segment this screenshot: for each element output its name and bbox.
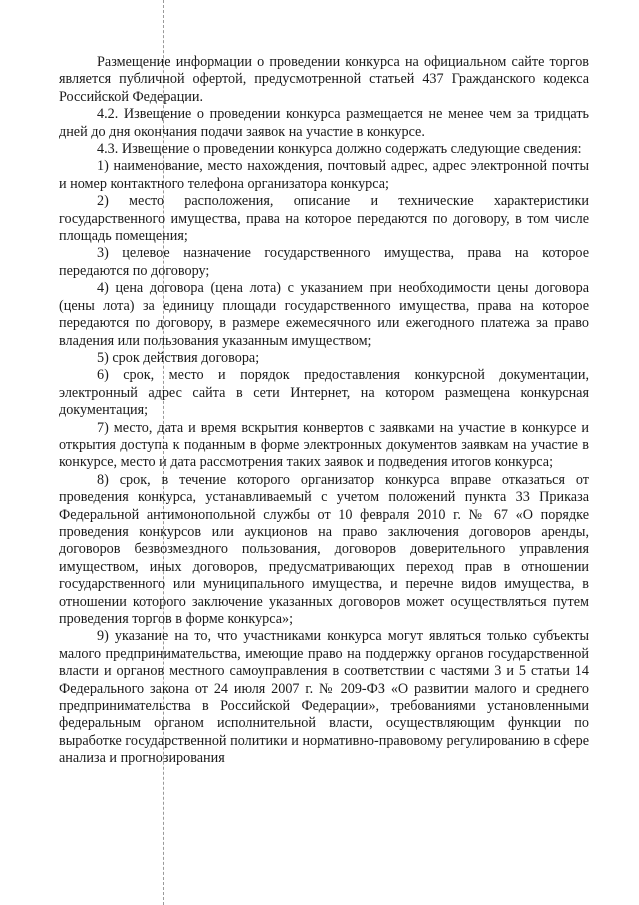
list-item-3: 3) целевое назначение государственного имущества, права на которое передаются по договору; <box>59 245 589 279</box>
list-item-9: 9) указание на то, что участниками конкурса могут являться только субъекты малого предпринимательства, имеющие право на поддержку органов государственной власти и органов местного самоуправления в соответствии с частями 3 и 5 статьи 14 Федерального закона от 24 июля 2007 г. № 209-ФЗ «О развитии малого и среднего предпринимательства в Российской Федерации», требованиями установленными федеральным органом исполнительной власти, осуществляющим функции по выработке государственной политики и нормативно-правовому регулированию в сфере анализа и прогнозирования <box>59 628 589 767</box>
list-item-4: 4) цена договора (цена лота) с указанием при необходимости цены договора (цены лота) за единицу площади государственного имущества, права на которое передаются по договору, в размере ежемесячного или ежегодного платежа за право владения или пользования указанным имуществом; <box>59 280 589 349</box>
document-page <box>59 54 589 768</box>
list-item-2: 2) место расположения, описание и технические характеристики государственного имущества, права на которое передаются по договору, в том числе площадь помещения; <box>59 193 589 245</box>
list-item-7: 7) место, дата и время вскрытия конвертов с заявками на участие в конкурсе и открытия доступа к поданным в форме электронных документов заявкам на участие в конкурсе, место и дата рассмотрения таких заявок и подведения итогов конкурса; <box>59 419 589 471</box>
paragraph-offer: Размещение информации о проведении конкурса на официальном сайте торгов является публичной офертой, предусмотренной статьей 437 Гражданского кодекса Российской Федерации. <box>59 54 589 105</box>
list-item-5: 5) срок действия договора; <box>97 349 260 366</box>
list-item-6: 6) срок, место и порядок предоставления конкурсной документации, электронный адрес сайта в сети Интернет, на котором размещена конкурсная документация; <box>59 367 589 419</box>
paragraph-4-2: 4.2. Извещение о проведении конкурса размещается не менее чем за тридцать дней до дня окончания подачи заявок на участие в конкурсе. <box>59 106 589 140</box>
paragraph-4-3: 4.3. Извещение о проведении конкурса должно содержать следующие сведения: <box>97 141 582 158</box>
list-item-1: 1) наименование, место нахождения, почтовый адрес, адрес электронной почты и номер контактного телефона организатора конкурса; <box>59 158 589 192</box>
list-item-8: 8) срок, в течение которого организатор конкурса вправе отказаться от проведения конкурса, устанавливаемый с учетом положений пункта 33 Приказа Федеральной антимонопольной службы от 10 февраля 2010 г. № 67 «О порядке проведения конкурсов или аукционов на право заключения договоров аренды, договоров безвозмездного пользования, договоров доверительного управления имуществом, иных договоров, предусматривающих переход прав в отношении государственного или муниципального имущества, и перечне видов имущества, в отношении которого заключение указанных договоров может осуществляться путем проведения торгов в форме конкурса»; <box>59 471 589 627</box>
